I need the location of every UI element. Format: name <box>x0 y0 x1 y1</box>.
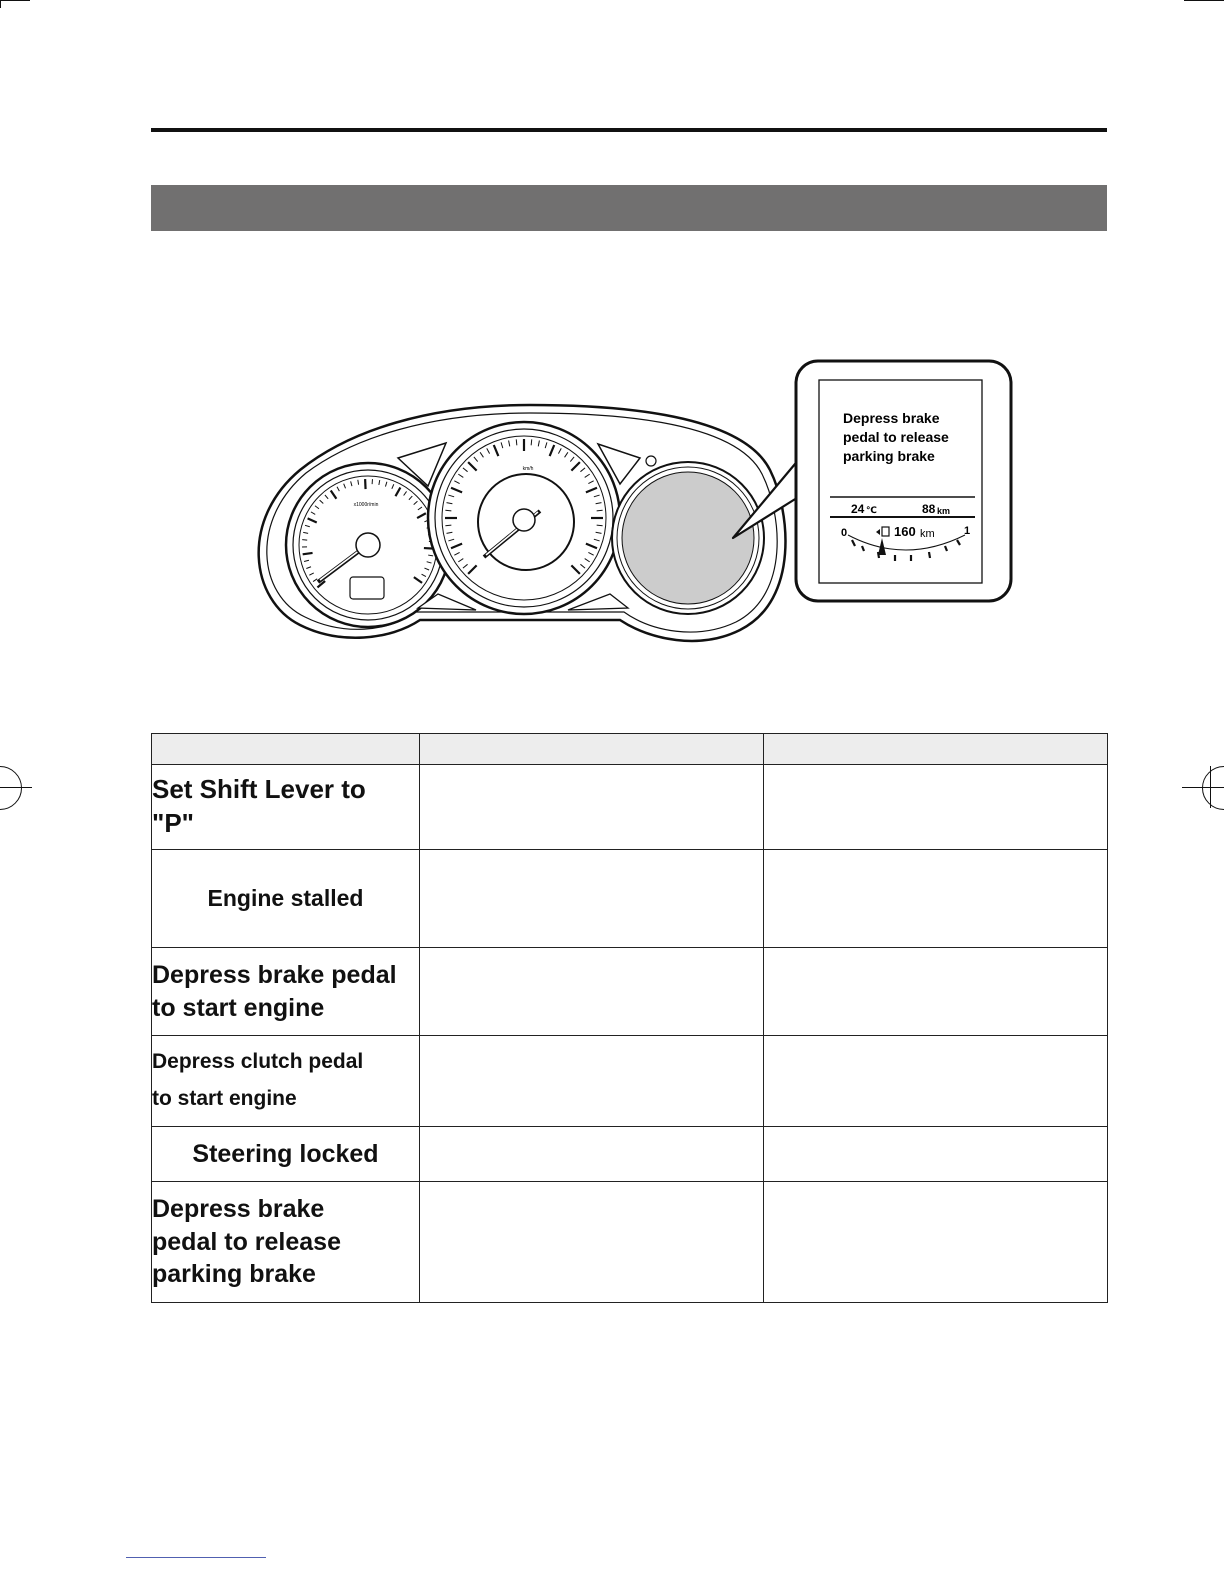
tachometer-hub <box>356 533 380 557</box>
message-line: parking brake <box>152 1260 316 1289</box>
message-cell <box>152 1036 420 1127</box>
speedometer-tick <box>445 525 451 526</box>
message-line: pedal to release <box>152 1227 341 1256</box>
message-line: Depress clutch pedal <box>152 1050 364 1074</box>
gauge-min-label: 0 <box>841 527 848 539</box>
speedometer <box>428 422 620 614</box>
distance-unit: km <box>920 528 935 540</box>
message-cell <box>152 850 420 948</box>
footer-link-underline <box>126 1557 266 1558</box>
distance-value: 160 <box>894 524 916 539</box>
message-line: Steering locked <box>192 1139 379 1168</box>
table-row <box>152 850 1108 948</box>
temperature-unit: ℃ <box>866 506 877 516</box>
speedometer-tick <box>445 510 451 511</box>
table-row <box>152 948 1108 1036</box>
fuel-gauge-tick <box>929 552 930 558</box>
callout-message-line-3: parking brake <box>843 448 935 464</box>
speedometer-tick <box>516 439 517 445</box>
speedometer-tick <box>597 525 603 526</box>
empty-cell <box>764 948 1108 1036</box>
speedo-unit-label: km/h <box>522 466 534 472</box>
message-line: Engine stalled <box>207 884 364 911</box>
indicator-light <box>646 456 656 466</box>
tachometer-tick <box>303 553 313 554</box>
empty-cell <box>420 1182 764 1303</box>
message-line: Depress brake <box>152 1195 325 1224</box>
range-value: 88 <box>922 502 936 516</box>
speedometer-hub <box>513 509 535 531</box>
registration-mark-right <box>1202 766 1224 810</box>
tach-unit-label: x1000r/min <box>353 502 379 508</box>
message-cell <box>152 1127 420 1182</box>
message-line: to start engine <box>152 1087 297 1110</box>
speedometer-tick <box>597 510 603 511</box>
empty-cell <box>420 765 764 850</box>
message-cell <box>152 1182 420 1303</box>
empty-cell <box>420 948 764 1036</box>
empty-cell <box>764 1182 1108 1303</box>
empty-cell <box>764 765 1108 850</box>
range-unit: km <box>937 506 951 516</box>
table-header-cell <box>764 734 1108 765</box>
gauge-max-label: 1 <box>964 525 971 537</box>
table-header-cell <box>420 734 764 765</box>
warning-message-table <box>151 733 1108 1303</box>
table-header-row <box>152 734 1108 765</box>
table-row <box>152 1036 1108 1127</box>
table-header-cell <box>152 734 420 765</box>
instrument-cluster-illustration <box>0 0 1224 700</box>
empty-cell <box>420 850 764 948</box>
empty-cell <box>764 1127 1108 1182</box>
empty-cell <box>764 1036 1108 1127</box>
callout-message-line-1: Depress brake <box>843 410 940 426</box>
temperature-value: 24 <box>851 502 865 516</box>
message-cell <box>152 765 420 850</box>
message-line: Depress brake pedal <box>152 961 397 989</box>
tachometer-display <box>350 577 384 599</box>
table-row <box>152 1182 1108 1303</box>
registration-line-left <box>0 787 32 788</box>
registration-mark-left <box>0 766 22 810</box>
message-cell <box>152 948 420 1036</box>
registration-line-right <box>1182 787 1224 788</box>
empty-cell <box>420 1127 764 1182</box>
table-row <box>152 765 1108 850</box>
callout-message-line-2: pedal to release <box>843 429 949 445</box>
table-row <box>152 1127 1108 1182</box>
empty-cell <box>420 1036 764 1127</box>
message-line: Set Shift Lever to <box>152 774 366 805</box>
message-line: to start engine <box>152 993 325 1022</box>
empty-cell <box>764 850 1108 948</box>
registration-line-right-v <box>1210 766 1211 808</box>
speedometer-tick <box>531 439 532 445</box>
multi-information-display <box>612 462 764 614</box>
message-line: "P" <box>152 808 194 838</box>
